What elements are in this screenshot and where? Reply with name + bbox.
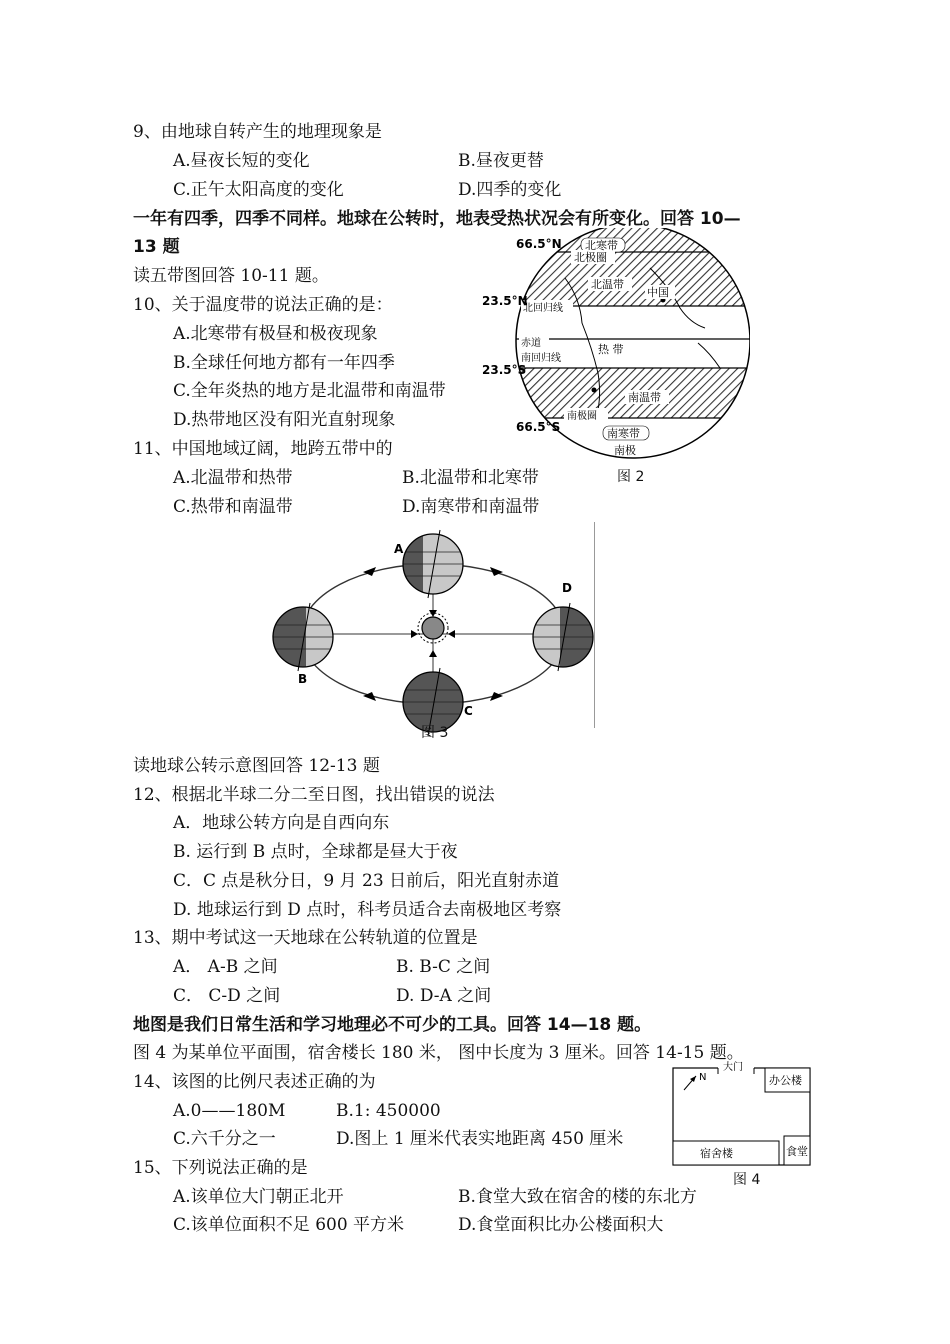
label-arctic-circle: 北极圈 [574,251,607,264]
section-heading-maps: 地图是我们日常生活和学习地理必不可少的工具。回答 14—18 题。 [133,1015,652,1035]
q14-stem: 14、该图的比例尺表述正确的为 [133,1072,376,1092]
q9-option-d: D.四季的变化 [458,180,562,200]
q12-option-a: A．地球公转方向是自西向东 [173,813,390,833]
q9-option-a: A.昼夜长短的变化 [173,151,310,171]
label-position-a: A [394,542,404,556]
label-china: 中国 [647,286,669,299]
label-66-5s: 66.5°S [516,420,561,434]
q15-option-c: C.该单位面积不足 600 平方米 [173,1215,405,1235]
q9-option-b: B.昼夜更替 [458,151,544,171]
q13-option-a: A． A-B 之间 [173,957,278,977]
canteen-label: 食堂 [786,1145,808,1158]
figure-3-divider [594,522,595,728]
q11-option-a: A.北温带和热带 [173,468,293,488]
label-equator: 赤道 [521,338,541,349]
q12-option-d: D. 地球运行到 D 点时，科考员适合去南极地区考察 [173,900,562,920]
q11-stem: 11、中国地域辽阔，地跨五带中的 [133,439,393,459]
q10-option-d: D.热带地区没有阳光直射现象 [173,410,396,430]
north-arrow-label: N [699,1072,707,1083]
q14-option-b: B.1: 450000 [336,1101,441,1121]
office-building-label: 办公楼 [769,1074,802,1087]
figure-3-caption: 图 3 [421,725,449,741]
q13-option-b: B. B-C 之间 [396,957,491,977]
q15-option-a: A.该单位大门朝正北开 [173,1187,344,1207]
q10-option-c: C.全年炎热的地方是北温带和南温带 [173,381,446,401]
label-23-5s: 23.5°S [482,363,527,377]
label-antarctic-circle: 南极圈 [567,411,597,422]
q12-stem: 12、根据北半球二分二至日图，找出错误的说法 [133,785,495,805]
label-tropic-capricorn: 南回归线 [521,353,561,364]
section-heading-seasons-cont: 13 题 [133,237,180,257]
q13-option-d: D. D-A 之间 [396,986,492,1006]
q14-option-c: C.六千分之一 [173,1129,276,1149]
gate-label: 大门 [723,1062,743,1073]
q9-option-c: C.正午太阳高度的变化 [173,180,344,200]
read-fig3-instruction: 读地球公转示意图回答 12-13 题 [133,756,380,776]
figure-2-caption: 图 2 [617,469,645,485]
figure-4-caption: 图 4 [733,1172,761,1188]
q14-option-d: D.图上 1 厘米代表实地距离 450 厘米 [336,1129,624,1149]
q15-option-b: B.食堂大致在宿舍的楼的东北方 [458,1187,697,1207]
q15-option-d: D.食堂面积比办公楼面积大 [458,1215,664,1235]
label-66-5n: 66.5°N [516,237,562,251]
q15-stem: 15、下列说法正确的是 [133,1158,308,1178]
label-south-frigid: 南寒带 [607,427,640,440]
q9-stem: 9、由地球自转产生的地理现象是 [133,122,382,142]
label-torrid: 热 带 [598,343,624,356]
label-south-temperate: 南温带 [628,391,661,404]
q10-stem: 10、关于温度带的说法正确的是： [133,295,393,315]
figure-4-unit-plan [668,1060,816,1168]
q10-option-b: B.全球任何地方都有一年四季 [173,353,395,373]
q11-option-b: B.北温带和北寒带 [402,468,539,488]
label-north-temperate: 北温带 [591,278,624,291]
section-heading-seasons: 一年有四季，四季不同样。地球在公转时，地表受热状况会有所变化。回答 10— [133,209,741,229]
figure-2-temperature-zones [470,228,750,460]
q12-option-c: C．C 点是秋分日，9 月 23 日前后，阳光直射赤道 [173,871,560,891]
label-position-b: B [298,672,308,686]
q11-option-c: C.热带和南温带 [173,497,293,517]
q13-option-c: C． C-D 之间 [173,986,281,1006]
label-23-5n: 23.5°N [482,294,528,308]
q14-option-a: A.0——180M [173,1101,286,1121]
q10-option-a: A.北寒带有极昼和极夜现象 [173,324,378,344]
dormitory-label: 宿舍楼 [700,1147,733,1160]
q12-option-b: B. 运行到 B 点时，全球都是昼大于夜 [173,842,458,862]
fig4-intro: 图 4 为某单位平面围，宿舍楼长 180 米， 图中长度为 3 厘米。回答 14-15 题。 [133,1043,744,1063]
label-position-c: C [464,704,473,718]
read-fig2-instruction: 读五带图回答 10-11 题。 [133,266,329,286]
label-south-pole: 南极 [614,444,636,457]
q11-option-d: D.南寒带和南温带 [402,497,540,517]
label-position-d: D [562,581,572,595]
label-north-frigid: 北寒带 [585,239,618,252]
figure-3-earth-revolution [268,522,603,744]
label-tropic-cancer: 北回归线 [523,303,563,314]
q13-stem: 13、期中考试这一天地球在公转轨道的位置是 [133,928,478,948]
